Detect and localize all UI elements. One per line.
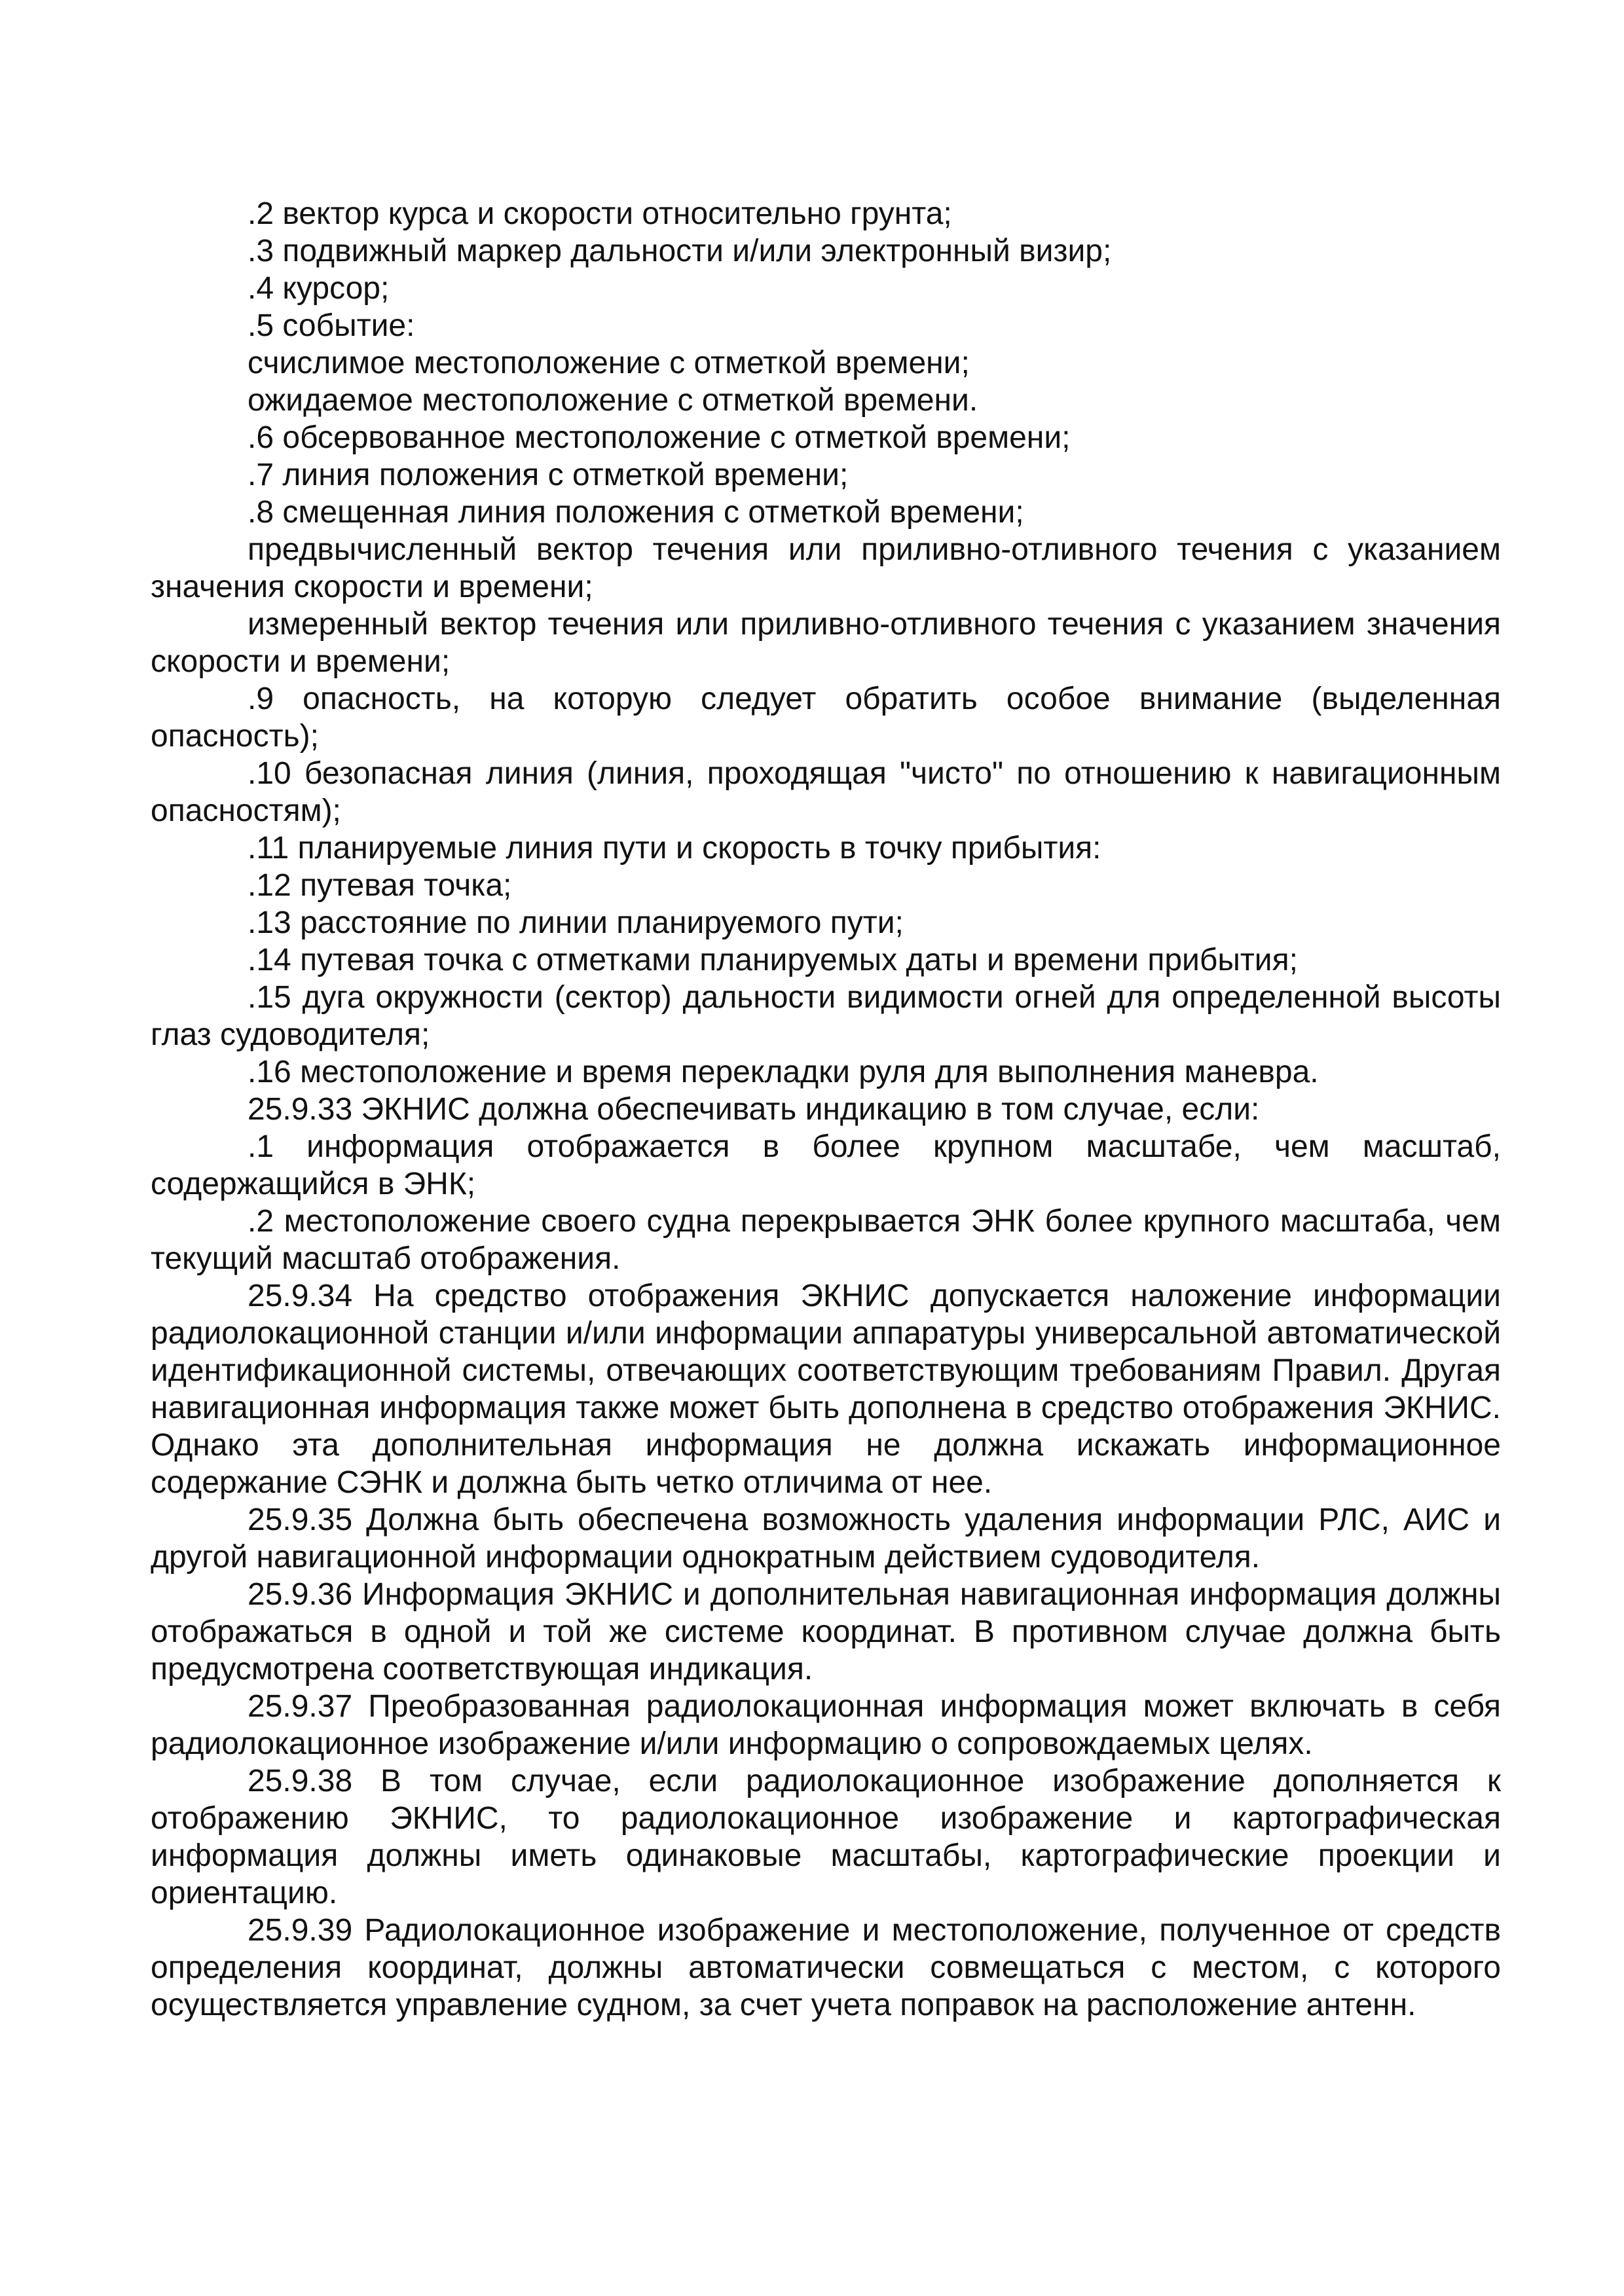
paragraph-11: .11 планируемые линия пути и скорость в точку прибытия: xyxy=(248,831,1101,866)
paragraph-25-9-33-1: .1 информация отображается в более крупном масштабе, чем масштаб, содержащийся в ЭНК; xyxy=(151,1129,1501,1201)
paragraph-16: .16 местоположение и время перекладки руля для выполнения маневра. xyxy=(248,1055,1319,1089)
paragraph-5: .5 событие: xyxy=(248,308,415,343)
paragraph-measured-current: измеренный вектор течения или приливно-отливного течения с указанием значения скорости и времени; xyxy=(151,607,1501,679)
paragraph-25-9-35: 25.9.35 Должна быть обеспечена возможность удаления информации РЛС, АИС и другой навигационной информации однократным действием судоводителя. xyxy=(151,1503,1501,1575)
paragraph-7: .7 линия положения с отметкой времени; xyxy=(248,458,849,492)
paragraph-14: .14 путевая точка с отметками планируемых даты и времени прибытия; xyxy=(248,943,1298,977)
paragraph-25-9-37: 25.9.37 Преобразованная радиолокационная информация может включать в себя радиолокационное изображение и/или информацию о сопровождаемых целях. xyxy=(151,1689,1501,1761)
paragraph-2: .2 вектор курса и скорости относительно грунта; xyxy=(248,196,952,231)
paragraph-25-9-36: 25.9.36 Информация ЭКНИС и дополнительная навигационная информация должны отображаться в одной и той же системе координат. В противном случае должна быть предусмотрена соответствующая индикация. xyxy=(151,1577,1501,1686)
paragraph-25-9-33-2: .2 местоположение своего судна перекрывается ЭНК более крупного масштаба, чем текущий масштаб отображения. xyxy=(151,1204,1501,1276)
paragraph-25-9-39: 25.9.39 Радиолокационное изображение и местоположение, полученное от средств определения координат, должны автоматически совмещаться с местом, с которого осуществляется управление судном, за счет учета поправок на расположение антенн. xyxy=(151,1913,1501,2022)
paragraph-predicted-current: предвычисленный вектор течения или приливно-отливного течения с указанием значения скорости и времени; xyxy=(151,532,1501,604)
paragraph-8: .8 смещенная линия положения с отметкой времени; xyxy=(248,495,1024,530)
paragraph-5-estimated-position: ожидаемое местоположение с отметкой времени. xyxy=(248,383,978,418)
paragraph-12: .12 путевая точка; xyxy=(248,868,512,903)
paragraph-25-9-33: 25.9.33 ЭКНИС должна обеспечивать индикацию в том случае, если: xyxy=(248,1092,1260,1127)
paragraph-10: .10 безопасная линия (линия, проходящая "чисто" по отношению к навигационным опасностям); xyxy=(151,756,1501,828)
paragraph-25-9-38: 25.9.38 В том случае, если радиолокационное изображение дополняется к отображению ЭКНИС, то радиолокационное изображение и картографическая информация должны иметь одинаковые масштабы, картографические проекции и ориентацию. xyxy=(151,1764,1501,1910)
paragraph-3: .3 подвижный маркер дальности и/или электронный визир; xyxy=(248,234,1112,268)
paragraph-15: .15 дуга окружности (сектор) дальности видимости огней для определенной высоты глаз судоводителя; xyxy=(151,980,1501,1052)
paragraph-13: .13 расстояние по линии планируемого пути; xyxy=(248,905,904,940)
paragraph-6: .6 обсервованное местоположение с отметкой времени; xyxy=(248,420,1071,455)
paragraph-4: .4 курсор; xyxy=(248,271,390,306)
paragraph-25-9-34: 25.9.34 На средство отображения ЭКНИС допускается наложение информации радиолокационной станции и/или информации аппаратуры универсальной автоматической идентификационной системы, отвечающих соответствующим требованиям Правил. Другая навигационная информация также может быть дополнена в средство отображения ЭКНИС. Однако эта дополнительная информация не должна искажать информационное содержание СЭНК и должна быть четко отличима от нее. xyxy=(151,1279,1501,1500)
paragraph-5-dead-reckoning: счислимое местоположение с отметкой времени; xyxy=(248,346,970,380)
paragraph-9: .9 опасность, на которую следует обратить особое внимание (выделенная опасность); xyxy=(151,682,1501,754)
document-body xyxy=(151,195,1501,2024)
